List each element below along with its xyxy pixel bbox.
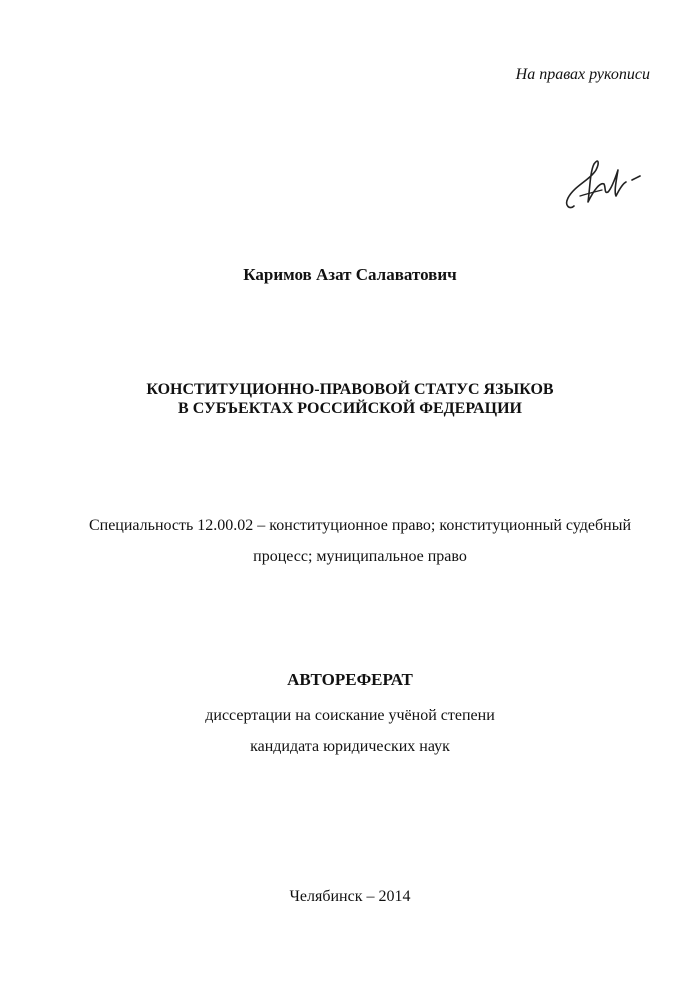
specialty-line-1: Специальность 12.00.02 – конституционное право; конституционный судебный	[88, 517, 632, 534]
specialty-line-2: процесс; муниципальное право	[253, 548, 467, 565]
rights-note: На правах рукописи	[515, 66, 650, 83]
city-year: Челябинск – 2014	[289, 888, 411, 905]
specialty-text	[80, 510, 640, 572]
abstract-subtitle	[0, 700, 700, 762]
abstract-line-2: кандидата юридических наук	[250, 738, 450, 755]
abstract-line-1: диссертации на соискание учёной степени	[205, 707, 495, 724]
signature-icon	[560, 140, 650, 220]
author-name: Каримов Азат Салаватович	[243, 265, 457, 284]
title-line-2: В СУБЪЕКТАХ РОССИЙСКОЙ ФЕДЕРАЦИИ	[178, 400, 522, 417]
title-line-1: КОНСТИТУЦИОННО-ПРАВОВОЙ СТАТУС ЯЗЫКОВ	[146, 381, 554, 398]
abstract-heading: АВТОРЕФЕРАТ	[287, 670, 413, 689]
dissertation-title	[0, 380, 700, 418]
